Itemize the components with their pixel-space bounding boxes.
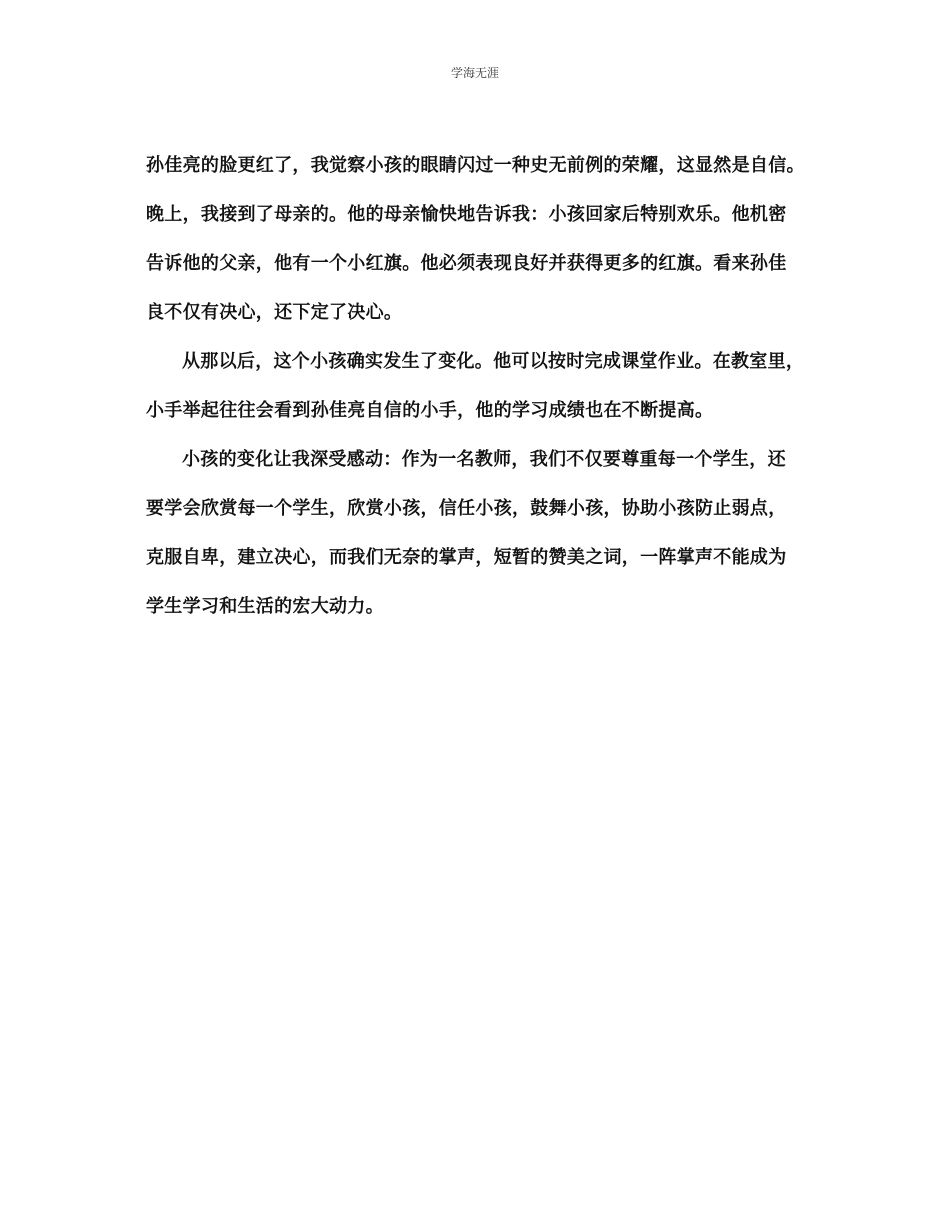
- text-line: 学生学习和生活的宏大动力。: [146, 596, 384, 617]
- document-body: [146, 141, 826, 631]
- text-line: 克服自卑，建立决心，而我们无奈的掌声，短暂的赞美之词，一阵掌声不能成为: [146, 547, 787, 568]
- text-line: 孙佳亮的脸更红了，我觉察小孩的眼睛闪过一种史无前例的荣耀，这显然是自信。: [146, 155, 805, 176]
- text-line: 小手举起往往会看到孙佳亮自信的小手，他的学习成绩也在不断提高。: [146, 400, 714, 421]
- text-line: 良不仅有决心，还下定了决心。: [146, 302, 403, 323]
- text-line: 要学会欣赏每一个学生，欣赏小孩，信任小孩，鼓舞小孩，协助小孩防止弱点，: [146, 498, 787, 519]
- page-header: 学海无涯: [450, 66, 499, 80]
- text-line: 告诉他的父亲，他有一个小红旗。他必须表现良好并获得更多的红旗。看来孙佳: [146, 253, 787, 274]
- paragraph-start-line: 小孩的变化让我深受感动：作为一名教师，我们不仅要尊重每一个学生，还: [182, 449, 786, 470]
- paragraph-start-line: 从那以后，这个小孩确实发生了变化。他可以按时完成课堂作业。在教室里，: [182, 351, 805, 372]
- text-line: 晚上，我接到了母亲的。他的母亲愉快地告诉我：小孩回家后特别欢乐。他机密: [146, 204, 787, 225]
